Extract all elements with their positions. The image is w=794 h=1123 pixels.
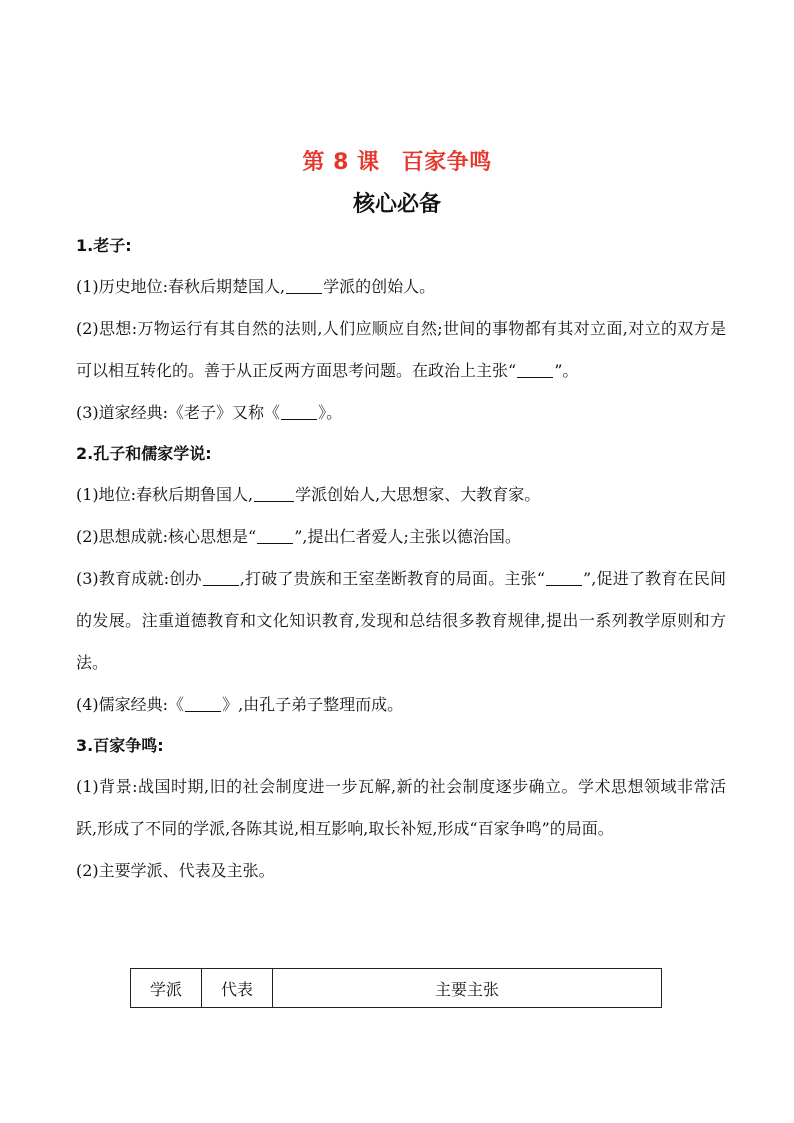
heading-laozi: 1.老子: [76, 236, 132, 255]
table-header-representative: 代表 [202, 969, 273, 1008]
table-header-row [131, 969, 662, 1008]
content-body [76, 226, 726, 892]
laozi-status: (1)历史地位:春秋后期楚国人, 学派的创始人。 [76, 277, 436, 296]
answer-blank[interactable] [546, 567, 582, 586]
section-title: 核心必备 [352, 192, 441, 217]
lesson-number: 第 8 课 [302, 150, 380, 175]
answer-blank[interactable] [185, 693, 221, 712]
heading-hundred-schools: 3.百家争鸣: [76, 736, 164, 755]
answer-blank[interactable] [517, 359, 553, 378]
answer-blank[interactable] [281, 401, 317, 420]
confucius-status: (1)地位:春秋后期鲁国人, 学派创始人,大思想家、大教育家。 [76, 485, 541, 504]
table-header-main-ideas: 主要主张 [273, 969, 662, 1008]
hundred-schools-table-intro: (2)主要学派、代表及主张。 [76, 861, 275, 880]
answer-blank[interactable] [254, 483, 294, 502]
heading-confucius: 2.孔子和儒家学说: [76, 444, 212, 463]
schools-table [130, 968, 662, 1008]
lesson-title [0, 145, 794, 176]
answer-blank[interactable] [286, 275, 322, 294]
laozi-classic: (3)道家经典:《老子》又称《 》。 [76, 403, 343, 422]
lesson-name: 百家争鸣 [401, 150, 492, 175]
confucian-classic: (4)儒家经典:《 》,由孔子弟子整理而成。 [76, 695, 404, 714]
confucius-education: (3)教育成就:创办 ,打破了贵族和王室垄断教育的局面。主张“ ”,促进了教育在民间的发展。注重道德教育和文化知识教育,发现和总结很多教育规律,提出一系列教学原则和方法。 [76, 569, 726, 672]
hundred-schools-background: (1)背景:战国时期,旧的社会制度进一步瓦解,新的社会制度逐步确立。学术思想领域非常活跃,形成了不同的学派,各陈其说,相互影响,取长补短,形成“百家争鸣”的局面。 [76, 777, 726, 838]
answer-blank[interactable] [203, 567, 239, 586]
laozi-thought: (2)思想:万物运行有其自然的法则,人们应顺应自然;世间的事物都有其对立面,对立的双方是可以相互转化的。善于从正反两方面思考问题。在政治上主张“ ”。 [76, 319, 726, 380]
confucius-thought: (2)思想成就:核心思想是“ ”,提出仁者爱人;主张以德治国。 [76, 527, 521, 546]
answer-blank[interactable] [257, 525, 293, 544]
table-header-school: 学派 [131, 969, 202, 1008]
